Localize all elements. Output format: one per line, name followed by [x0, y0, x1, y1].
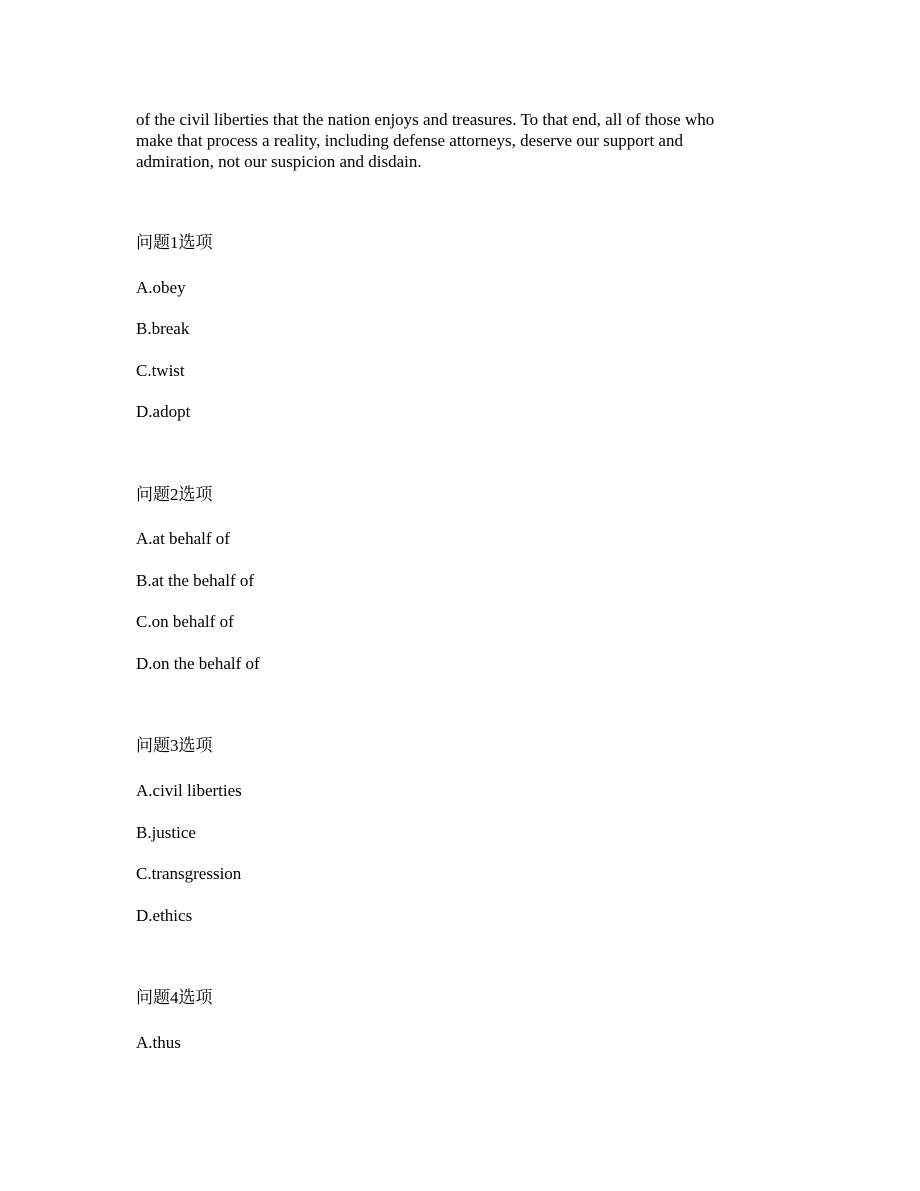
question-1-option-d: D.adopt: [136, 402, 191, 421]
question-1-option-a: A.obey: [136, 278, 186, 297]
passage-line: admiration, not our suspicion and disdain.: [136, 152, 422, 171]
question-2-option-c: C.on behalf of: [136, 612, 234, 631]
passage-line: make that process a reality, including defense attorneys, deserve our support and: [136, 131, 683, 150]
question-3-option-a: A.civil liberties: [136, 781, 242, 800]
question-1-option-c: C.twist: [136, 361, 185, 380]
question-3-option-d: D.ethics: [136, 906, 193, 925]
passage-paragraph: [136, 109, 776, 172]
question-2-option-d: D.on the behalf of: [136, 654, 260, 673]
question-2-option-b: B.at the behalf of: [136, 571, 255, 590]
question-1-heading: 问题1选项: [136, 233, 213, 252]
question-1-option-b: B.break: [136, 319, 190, 338]
passage-line: of the civil liberties that the nation enjoys and treasures. To that end, all of those who: [136, 110, 715, 129]
question-3-option-c: C.transgression: [136, 864, 242, 883]
question-4-option-a: A.thus: [136, 1033, 181, 1052]
question-3-option-b: B.justice: [136, 823, 196, 842]
question-3-heading: 问题3选项: [136, 736, 213, 755]
question-2-option-a: A.at behalf of: [136, 529, 230, 548]
question-2-heading: 问题2选项: [136, 485, 213, 504]
question-4-heading: 问题4选项: [136, 988, 213, 1007]
